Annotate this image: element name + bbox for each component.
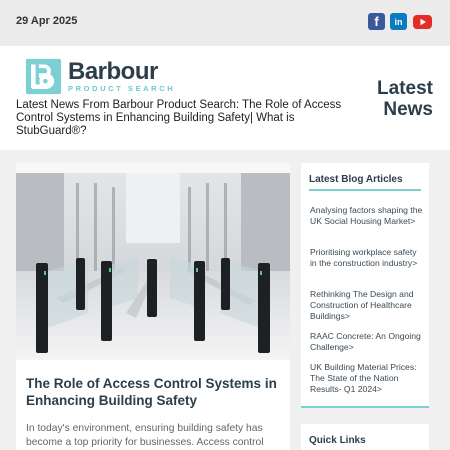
youtube-icon[interactable] — [413, 13, 432, 30]
blog-link[interactable]: Prioritising workplace safety in the construction industry> — [310, 247, 418, 268]
article-title[interactable]: The Role of Access Control Systems in Enhancing Building Safety — [26, 376, 277, 408]
logo-name: Barbour — [68, 57, 158, 85]
article-excerpt: In today's environment, ensuring building safety has become a top priority for businesses. Access control — [26, 423, 264, 448]
newsletter-header — [0, 46, 450, 150]
facebook-icon[interactable]: f — [368, 13, 385, 30]
latest-line-1: Latest — [377, 78, 433, 99]
blog-articles-heading: Latest Blog Articles — [309, 174, 403, 185]
blog-link[interactable]: UK Building Material Prices: The State of the Nation Results- Q1 2024> — [310, 362, 417, 394]
latest-news-heading — [377, 78, 433, 120]
section-gap — [301, 408, 429, 424]
sidebar — [301, 163, 429, 450]
access-gates-photo[interactable] — [16, 163, 290, 360]
logo-mark-icon — [25, 58, 62, 95]
top-bar — [0, 0, 450, 46]
issue-date: 29 Apr 2025 — [16, 15, 78, 27]
linkedin-icon[interactable]: in — [390, 13, 407, 30]
newsletter-headline: Latest News From Barbour Product Search: The Role of Access Control Systems in Enhancing Building Safety| What is StubGuard®? — [16, 99, 342, 137]
blog-link[interactable]: Rethinking The Design and Construction of Healthcare Buildings> — [310, 289, 414, 321]
barbour-logo[interactable] — [25, 56, 175, 96]
blog-link[interactable]: Analysing factors shaping the UK Social Housing Market> — [310, 205, 423, 226]
logo-subtitle: PRODUCT SEARCH — [68, 83, 176, 93]
featured-article[interactable] — [16, 163, 290, 450]
quick-links-heading: Quick Links — [309, 435, 366, 446]
heading-divider — [309, 189, 421, 191]
blog-link[interactable]: RAAC Concrete: An Ongoing Challenge> — [310, 331, 421, 352]
latest-line-2: News — [383, 99, 433, 120]
